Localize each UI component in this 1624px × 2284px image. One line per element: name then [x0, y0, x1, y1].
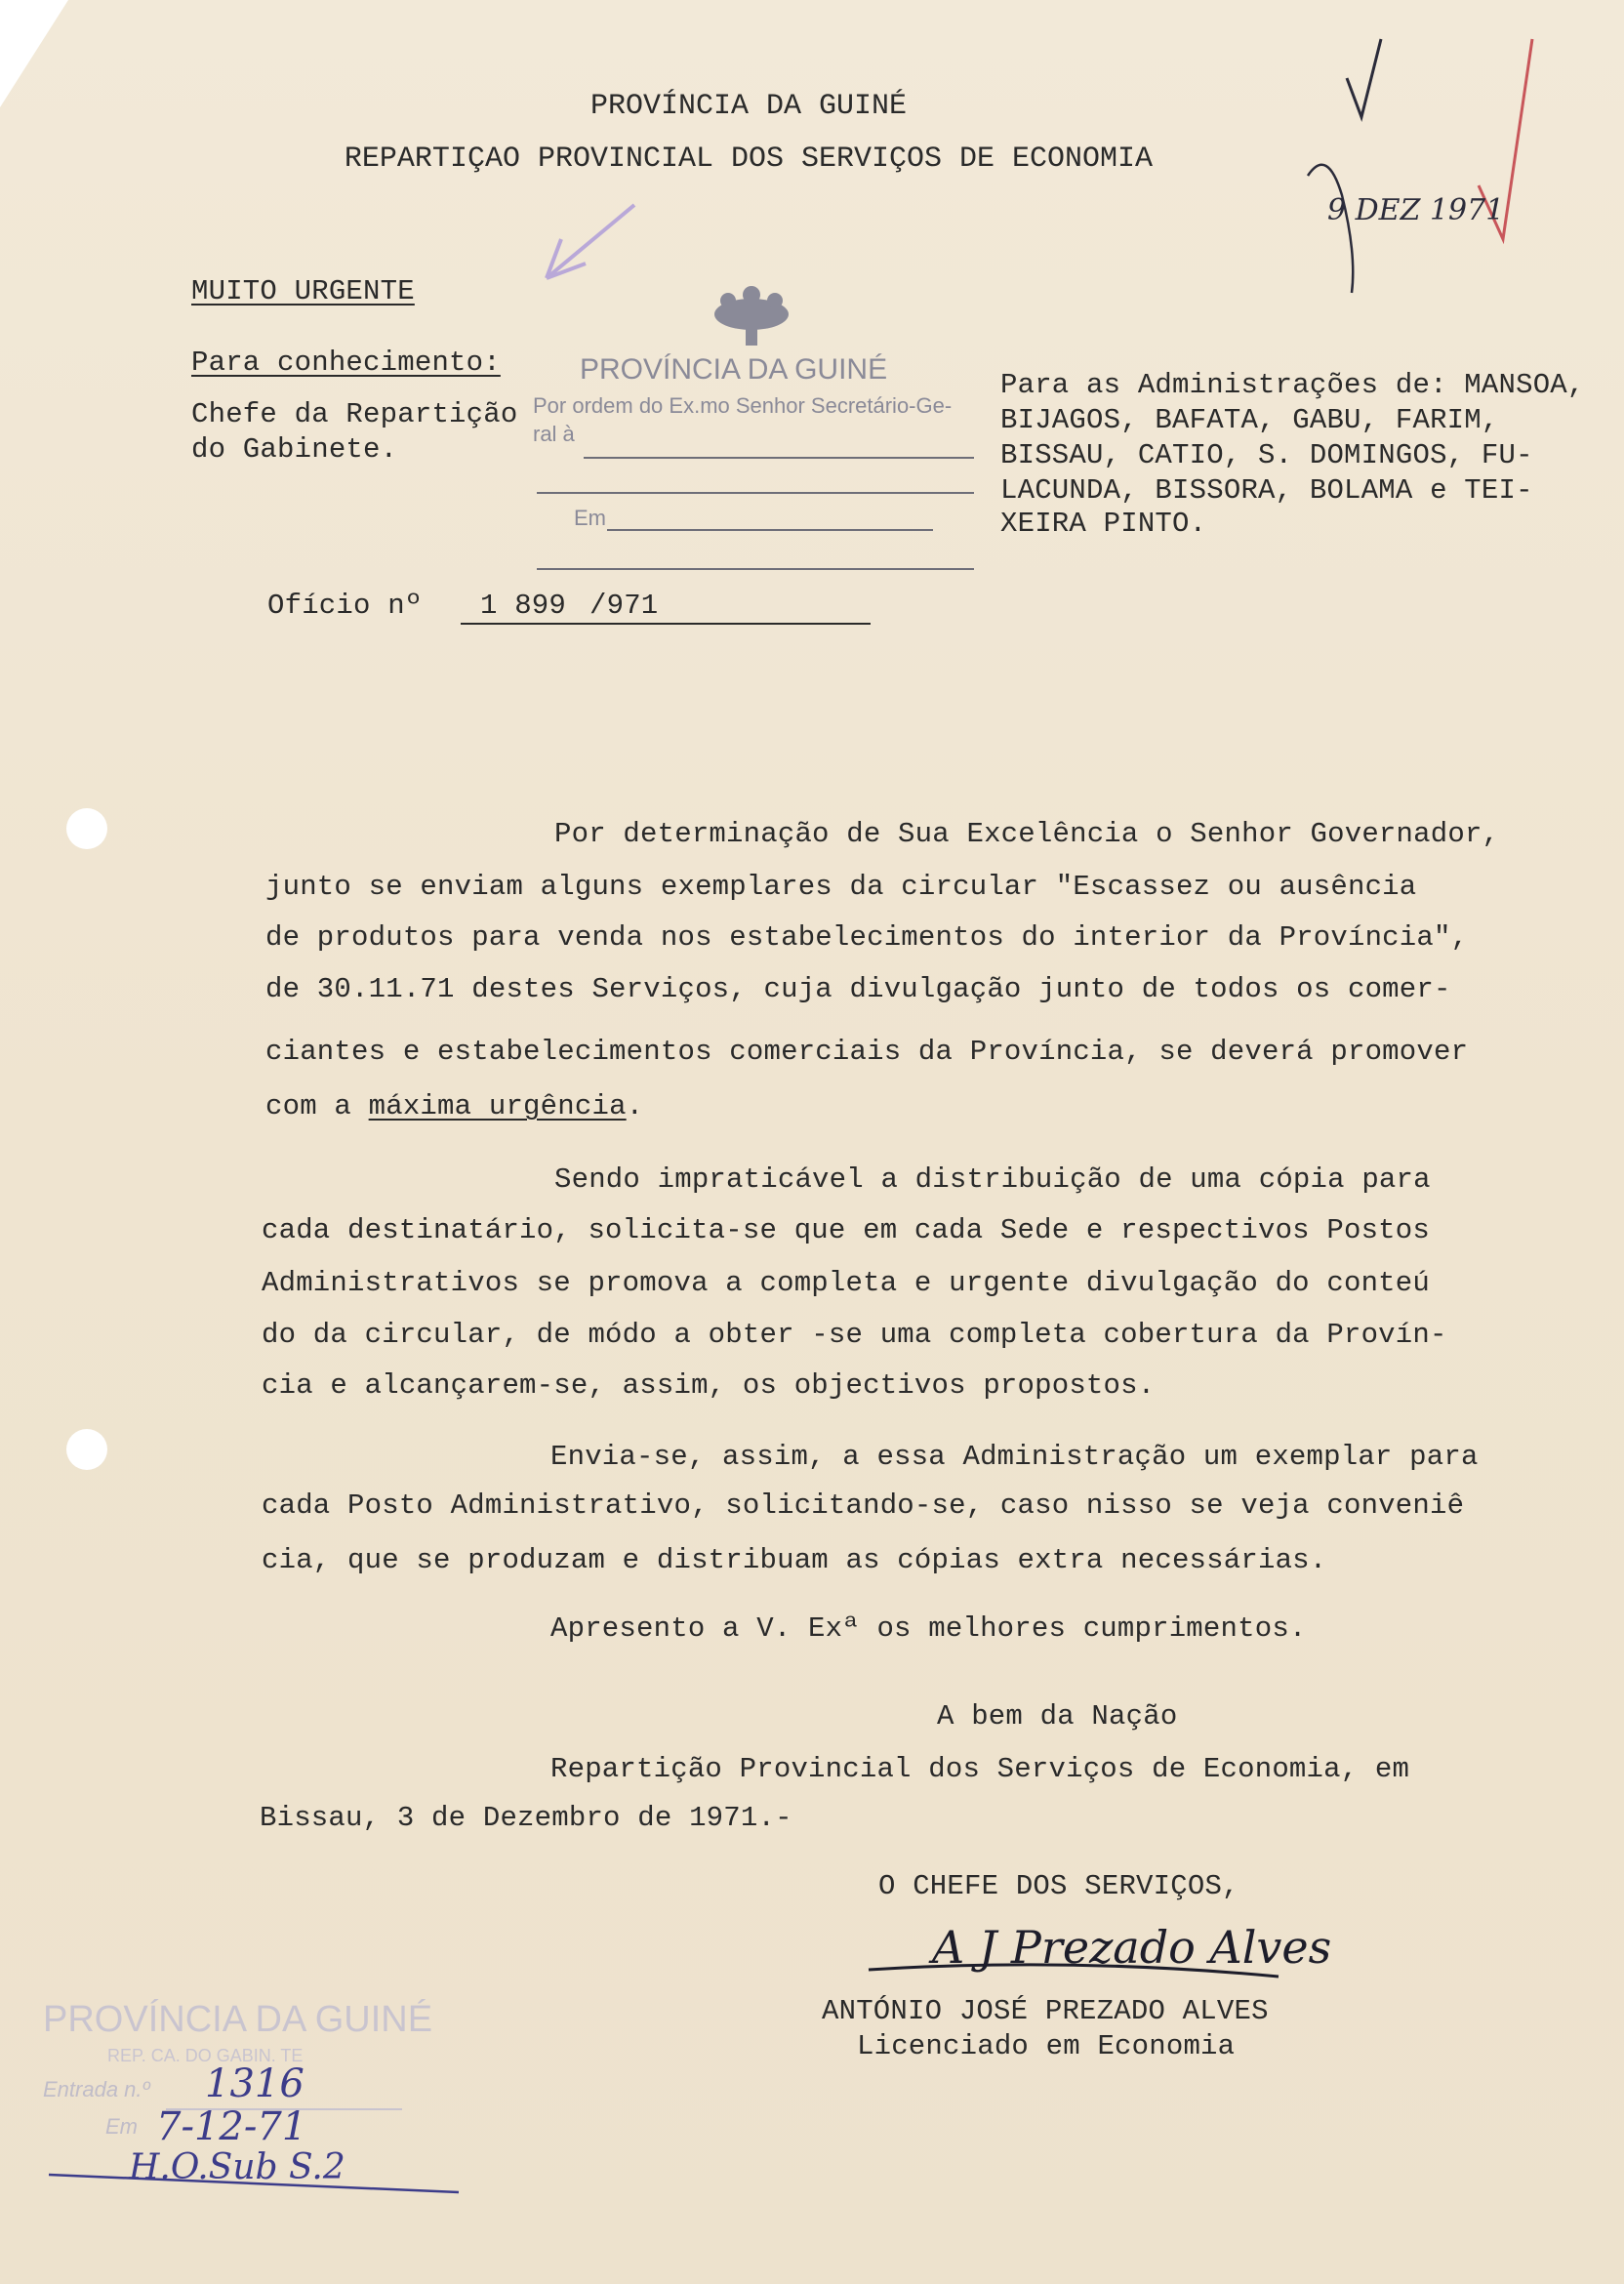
urgency-label: MUITO URGENTE [191, 275, 415, 307]
closing-place-line1: Repartição Provincial dos Serviços de Economia, em [550, 1753, 1410, 1785]
greeting: Apresento a V. Exª os melhores cumprimentos. [550, 1612, 1307, 1645]
entry-initials: H.O.Sub S.2 [129, 2147, 345, 2187]
routing-stamp-rule [537, 492, 974, 494]
body-p2-line1: Sendo impraticável a distribuição de uma cópia para [554, 1163, 1431, 1196]
body-p1-line1: Por determinação de Sua Excelência o Senhor Governador, [554, 818, 1500, 850]
signatory-name: ANTÓNIO JOSÉ PREZADO ALVES [822, 1995, 1269, 2027]
entry-date: 7-12-71 [156, 2104, 307, 2149]
routing-stamp-line1: Por ordem do Ex.mo Senhor Secretário-Ge- [533, 393, 953, 418]
routing-stamp-rule [537, 568, 974, 570]
routing-stamp-rule [584, 457, 974, 459]
received-date-stamp: 9 DEZ 1971 [1327, 193, 1505, 227]
punch-hole [66, 1429, 107, 1470]
cc-recipient-line2: do Gabinete. [191, 433, 398, 466]
addressees-line2: BIJAGOS, BAFATA, GABU, FARIM, [1000, 404, 1499, 436]
body-p1-prefix: com a [265, 1090, 369, 1122]
entry-stamp-em-label: Em [105, 2114, 138, 2139]
body-p1-suffix: . [626, 1090, 644, 1122]
body-p2-line5: cia e alcançarem-se, assim, os objectivos propostos. [262, 1369, 1156, 1402]
header-department: REPARTIÇAO PROVINCIAL DOS SERVIÇOS DE ECONOMIA [344, 143, 1154, 176]
reference-underline [461, 623, 871, 625]
header-province: PROVÍNCIA DA GUINÉ [589, 90, 908, 123]
signatory-credential: Licenciado em Economia [857, 2030, 1236, 2062]
reference-label: Ofício nº [267, 590, 423, 622]
body-p1-line3: de produtos para venda nos estabelecimentos do interior da Província", [265, 921, 1469, 954]
body-p2-line2: cada destinatário, solicita-se que em cada Sede e respectivos Postos [262, 1214, 1430, 1246]
entry-stamp-title: PROVÍNCIA DA GUINÉ [43, 1999, 433, 2040]
closing-place-line2: Bissau, 3 de Dezembro de 1971.- [260, 1802, 792, 1834]
routing-stamp-line2: ral à [533, 422, 575, 446]
body-p3-line2: cada Posto Administrativo, solicitando-se, caso nisso se veja conveniê [262, 1489, 1465, 1522]
body-p1-emphasis: máxima urgência [368, 1090, 627, 1122]
signature: A J Prezado Alves [932, 1921, 1332, 1974]
signatory-title: O CHEFE DOS SERVIÇOS, [878, 1870, 1239, 1902]
cc-label: Para conhecimento: [191, 347, 501, 379]
body-p1-line5: ciantes e estabelecimentos comerciais da Província, se deverá promover [265, 1036, 1469, 1068]
body-p1-line6 [265, 1092, 643, 1121]
closing-salutation: A bem da Nação [937, 1700, 1178, 1733]
addressees-line4: LACUNDA, BISSORA, BOLAMA e TEI- [1000, 474, 1533, 507]
routing-stamp-title: PROVÍNCIA DA GUINÉ [580, 353, 888, 386]
body-p1-line2: junto se enviam alguns exemplares da circular "Escassez ou ausência [265, 871, 1417, 903]
body-p2-line3: Administrativos se promova a completa e urgente divulgação do conteú [262, 1267, 1430, 1299]
routing-stamp-em-label: Em [574, 506, 606, 530]
entry-number: 1316 [205, 2061, 304, 2106]
cc-recipient-line1: Chefe da Repartição [191, 398, 518, 430]
addressees-line5: XEIRA PINTO. [1000, 508, 1207, 540]
body-p1-line4: de 30.11.71 destes Serviços, cuja divulgação junto de todos os comer- [265, 973, 1451, 1005]
body-p2-line4: do da circular, de módo a obter -se uma completa cobertura da Provín- [262, 1319, 1447, 1351]
routing-stamp-rule [607, 529, 933, 531]
entry-stamp-entry-label: Entrada n.º [43, 2077, 150, 2101]
entry-stamp-subtitle: REP. CA. DO GABIN. TE [107, 2046, 304, 2065]
body-p3-line1: Envia-se, assim, a essa Administração um exemplar para [550, 1441, 1479, 1473]
addressees-line3: BISSAU, CATIO, S. DOMINGOS, FU- [1000, 439, 1533, 471]
body-p3-line3: cia, que se produzam e distribuam as cópias extra necessárias. [262, 1544, 1327, 1576]
reference-year: /971 [589, 590, 659, 622]
punch-hole [66, 808, 107, 849]
addressees-line1: Para as Administrações de: MANSOA, [1000, 369, 1585, 401]
reference-number: 1 899 [480, 590, 567, 622]
